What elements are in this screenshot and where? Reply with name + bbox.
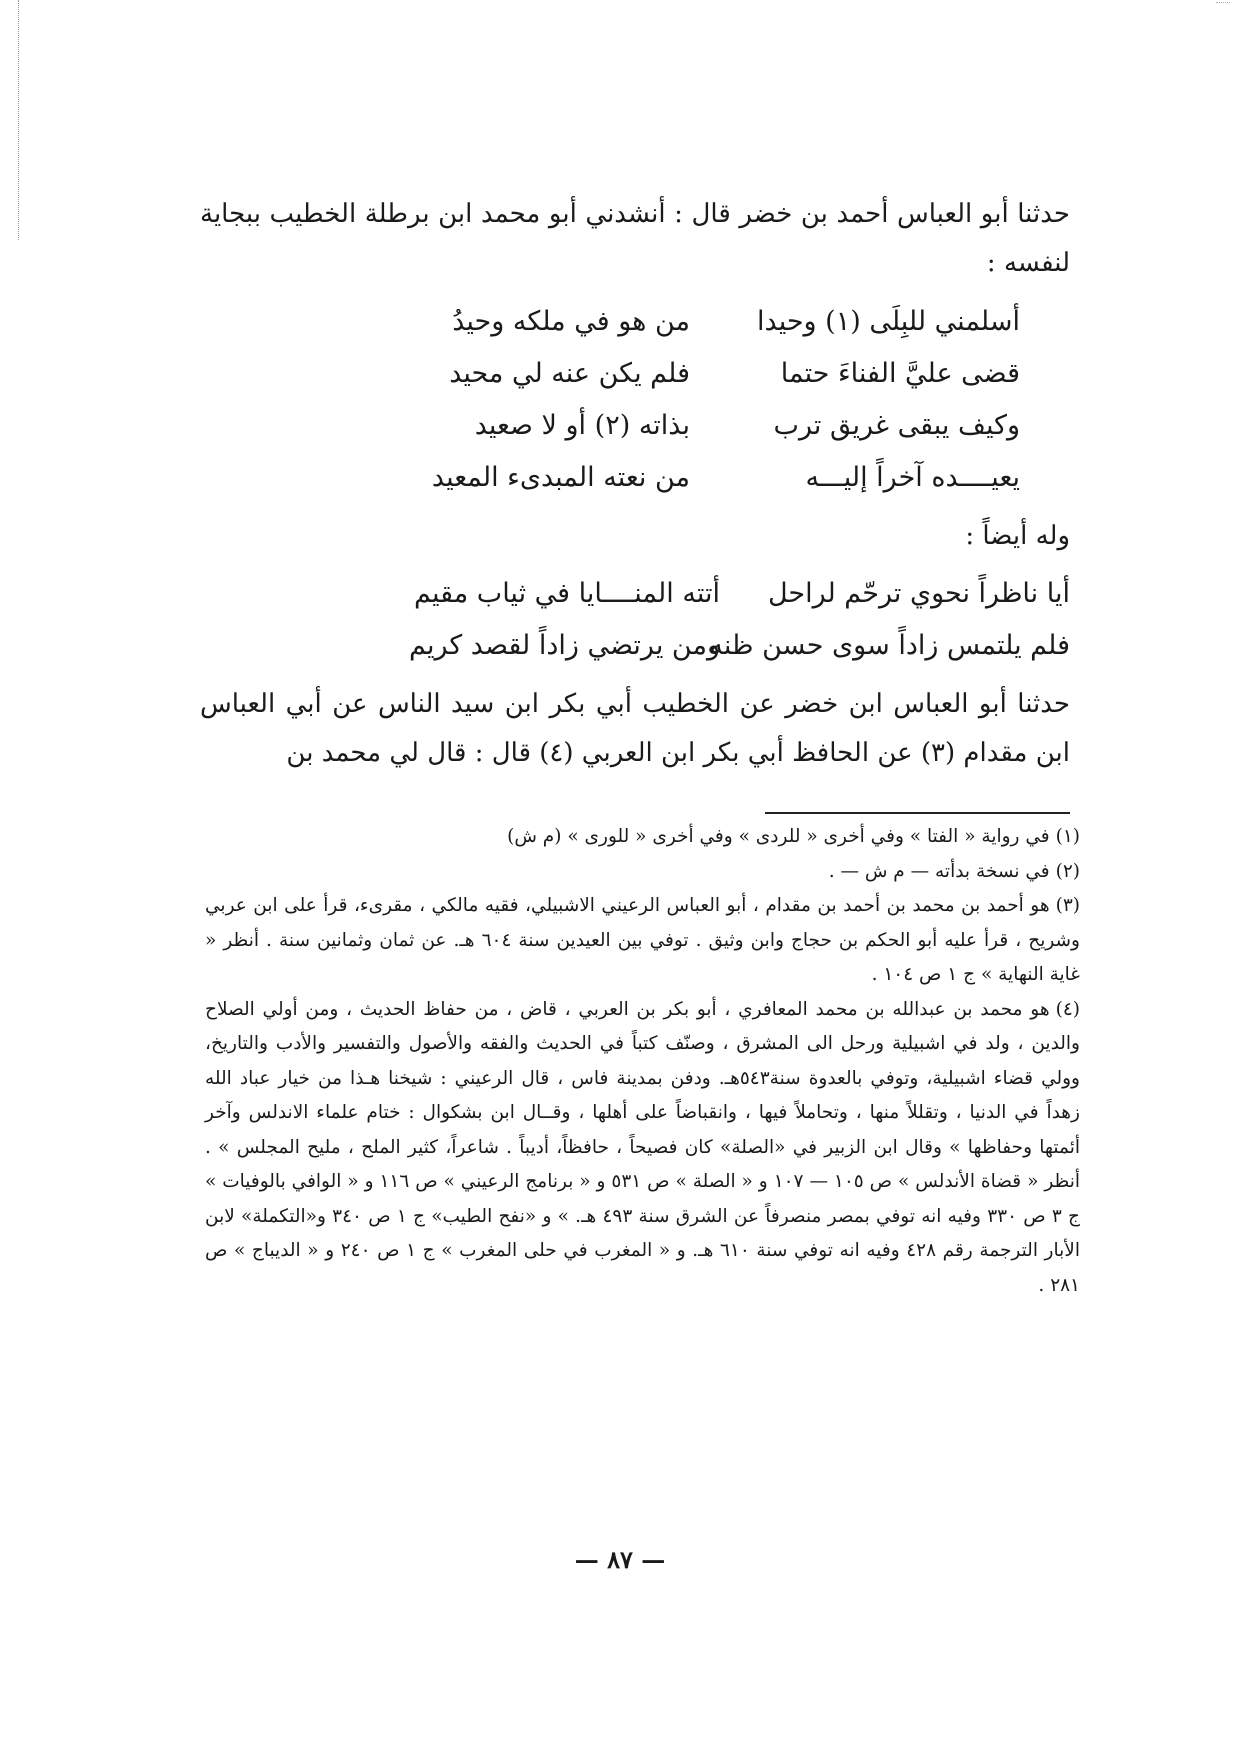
footnote-text: في رواية « الفتا » وفي أخرى « للردى » وفي أخرى « للورى » (م ش) — [507, 826, 1050, 847]
verse — [200, 620, 1070, 672]
footnote-number: (٤) — [1055, 998, 1080, 1020]
footnote-divider — [765, 812, 1070, 814]
section-heading: وله أيضاً : — [965, 521, 1070, 551]
verse-first-hemistich: وكيف يبقى غريق ترب — [773, 410, 1020, 441]
footnote-number: (١) — [1055, 826, 1080, 847]
verse — [200, 348, 1020, 400]
chain-paragraph: حدثنا أبو العباس ابن خضر عن الخطيب أبي بكر ابن سيد الناس عن أبي العباس ابن مقدام (٣) عن الحافظ أبي بكر ابن العربي (٤) قال : قال لي محمد بن — [200, 689, 1070, 768]
footnote-number: (٢) — [1055, 860, 1080, 882]
footnotes — [205, 820, 1080, 1303]
verse — [200, 296, 1020, 348]
page-number: — ٨٧ — — [574, 1545, 666, 1574]
verse-second-hemistich: من نعته المبدىء المعيد — [431, 462, 690, 493]
main-text — [200, 190, 1070, 778]
scan-corner-mark — [1216, 2, 1230, 9]
footnote — [205, 889, 1080, 993]
footnote-text: في نسخة بدأته — م ش — . — [828, 860, 1050, 882]
footnote — [205, 855, 1080, 890]
verse-second-hemistich: بذاته (٢) أو لا صعيد — [474, 410, 690, 441]
verse — [200, 400, 1020, 452]
scan-edge-line — [18, 0, 20, 240]
verse-first-hemistich: قضى عليَّ الفناءَ حتما — [780, 358, 1020, 389]
verse — [200, 568, 1070, 620]
poem-2 — [200, 568, 1070, 672]
footnote-number: (٣) — [1055, 895, 1080, 916]
footnote — [205, 993, 1080, 1304]
intro-paragraph: حدثنا أبو العباس أحمد بن خضر قال : أنشدني أبو محمد ابن برطلة الخطيب ببجاية لنفسه : — [200, 199, 1070, 278]
verse-second-hemistich: ومن يرتضي زاداً لقصد كريم — [408, 630, 720, 661]
verse-second-hemistich: فلم يكن عنه لي محيد — [449, 358, 690, 389]
footnote — [205, 820, 1080, 855]
verse-second-hemistich: أتته المنــــايا في ثياب مقيم — [413, 578, 720, 609]
verse-first-hemistich: يعيــــده آخراً إليـــه — [805, 462, 1020, 493]
verse — [200, 452, 1020, 504]
verse-second-hemistich: من هو في ملكه وحيدُ — [452, 306, 690, 337]
footnote-text: هو أحمد بن محمد بن أحمد بن مقدام ، أبو العباس الرعيني الاشبيلي، فقيه مالكي ، مقرىء، قرأ على ابن عربي وشريح ، قرأ عليه أبو الحكم بن حجاج وابن وثيق . توفي بين العيدين سنة ٦٠٤ هـ. عن ثمان وثمانين سنة . أنظر « غاية النهاية » ج ١ ص ١٠٤ . — [205, 895, 1080, 985]
poem-1 — [200, 296, 1070, 504]
footnote-text: هو محمد بن عبدالله بن محمد المعافري ، أبو بكر بن العربي ، قاض ، من حفاظ الحديث ، ومن أولي الصلاح والدين ، ولد في اشبيلية ورحل الى المشرق ، وصنّف كتباً في الحديث والفقه والأصول والتفسير والأدب والتاريخ، وولي قضاء اشبيلية، وتوفي بالعدوة سنة٥٤٣هـ. ودفن بمدينة فاس ، قال الرعيني : شيخنا هـذا من خيار عباد الله زهداً في الدنيا ، وتقللاً منها ، وتحاملاً فيها ، وانقباضاً على أهلها ، وقــال ابن بشكوال : ختام علماء الاندلس وآخر أئمتها وحفاظها » وقال ابن الزبير في «الصلة» كان فصيحاً ، حافظاً، أديباً . شاعراً، كثير الملح ، مليح المجلس » . أنظر « قضاة الأندلس » ص ١٠٥ — ١٠٧ و « الصلة » ص ٥٣١ و « برنامج الرعيني » ص ١١٦ و « الوافي بالوفيات » ج ٣ ص ٣٣٠ وفيه انه توفي بمصر منصرفاً عن الشرق سنة ٤٩٣ هـ. » و «نفح الطيب» ج ١ ص ٣٤٠ و«التكملة» لابن الأبار الترجمة رقم ٤٢٨ وفيه انه توفي سنة ٦١٠ هـ. و « المغرب في حلى المغرب » ج ١ ص ٢٤٠ و « الديباج » ص ٢٨١ . — [205, 998, 1081, 1296]
verse-first-hemistich: أسلمني للبِلَى (١) وحيدا — [757, 306, 1020, 337]
verse-first-hemistich: أيا ناظراً نحوي ترحّم لراحل — [767, 578, 1070, 609]
verse-first-hemistich: فلم يلتمس زاداً سوى حسن ظنه — [709, 630, 1070, 661]
